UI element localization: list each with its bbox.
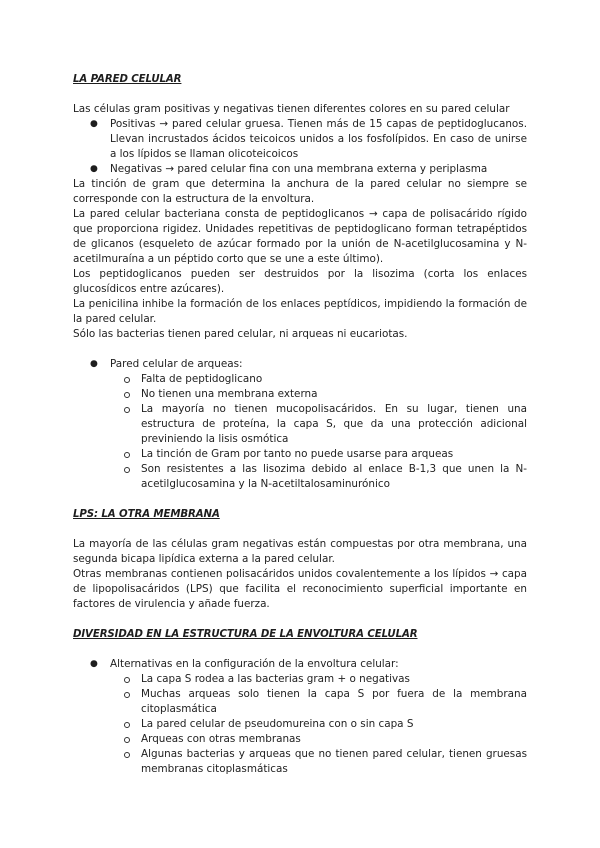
circle-bullet-icon xyxy=(124,737,130,743)
sub-list xyxy=(124,672,527,777)
circle-bullet-icon xyxy=(124,722,130,728)
paragraph: La mayoría de las células gram negativas están compuestas por otra membrana, una segunda bicapa lipídica externa a la pared celular. xyxy=(73,538,527,565)
circle-bullet-icon xyxy=(124,467,130,473)
sub-list-item: Son resistentes a las lisozima debido al enlace B-1,3 que unen la N-acetilglucosamina y la N-acetiltalosaminurónico xyxy=(124,462,527,492)
bullet-icon: ● xyxy=(90,164,98,174)
bullet-icon: ● xyxy=(90,659,98,669)
paragraph: La tinción de gram que determina la anchura de la pared celular no siempre se corresponde con la estructura de la envoltura. xyxy=(73,178,527,205)
circle-bullet-icon xyxy=(124,452,130,458)
paragraph: Las células gram positivas y negativas tienen diferentes colores en su pared celular xyxy=(73,103,510,115)
sub-list-item: La mayoría no tienen mucopolisacáridos. En su lugar, tienen una estructura de proteína, la capa S, que da una protección adicional previniendo la lisis osmótica xyxy=(124,402,527,447)
paragraph: Otras membranas contienen polisacáridos unidos covalentemente a los lípidos → capa de lipopolisacáridos (LPS) que facilita el reconocimiento superficial importante en factores de virulencia y añade fuerza. xyxy=(73,568,527,610)
circle-bullet-icon xyxy=(124,752,130,758)
circle-bullet-icon xyxy=(124,377,130,383)
bullet-icon: ● xyxy=(90,119,98,129)
sub-list-item: No tienen una membrana externa xyxy=(124,387,527,402)
list-item: ● Negativas → pared celular fina con una membrana externa y periplasma xyxy=(90,163,488,175)
bullet-list xyxy=(90,357,527,492)
list-item: ● Positivas → pared celular gruesa. Tienen más de 15 capas de peptidoglucanos. Llevan incrustados ácidos teicoicos unidos a los fosfolípidos. En caso de unirse a los lípidos se llaman olicoteicoicos xyxy=(90,118,527,160)
bullet-icon: ● xyxy=(90,359,98,369)
sub-list-item: Muchas arqueas solo tienen la capa S por fuera de la membrana citoplasmática xyxy=(124,687,527,717)
bullet-list xyxy=(90,117,527,177)
circle-bullet-icon xyxy=(124,677,130,683)
paragraph: La penicilina inhibe la formación de los enlaces peptídicos, impidiendo la formación de la pared celular. xyxy=(73,298,527,325)
sub-list-item: La pared celular de pseudomureina con o sin capa S xyxy=(124,717,527,732)
section-heading-diversidad: DIVERSIDAD EN LA ESTRUCTURA DE LA ENVOLTURA CELULAR xyxy=(73,629,418,640)
bullet-list xyxy=(90,657,527,777)
list-item: ● Alternativas en la configuración de la envoltura celular: La capa S rodea a las bacterias gram + o negativas Muchas arqueas solo tienen la capa S por fuera de la membrana citoplasmática La pared celular de pseudomureina con o sin capa S Arqueas con otras membranas Algunas bacterias y arqueas que no tienen pared celular, tienen gruesas membranas citoplasmáticas xyxy=(90,658,527,775)
sub-list-item: La capa S rodea a las bacterias gram + o negativas xyxy=(124,672,527,687)
paragraph: Sólo las bacterias tienen pared celular, ni arqueas ni eucariotas. xyxy=(73,328,408,340)
circle-bullet-icon xyxy=(124,692,130,698)
section-heading-pared-celular: LA PARED CELULAR xyxy=(73,74,182,85)
section-heading-lps: LPS: LA OTRA MEMBRANA xyxy=(73,509,220,520)
sub-list-item: Falta de peptidoglicano xyxy=(124,372,527,387)
paragraph: Los peptidoglicanos pueden ser destruidos por la lisozima (corta los enlaces glucosídicos entre azúcares). xyxy=(73,268,527,295)
list-item: ● Pared celular de arqueas: Falta de peptidoglicano No tienen una membrana externa La mayoría no tienen mucopolisacáridos. En su lugar, tienen una estructura de proteína, la capa S, que da una protección adicional previniendo la lisis osmótica La tinción de Gram por tanto no puede usarse para arqueas Son resistentes a las lisozima debido al enlace B-1,3 que unen la N-acetilglucosamina y la N-acetiltalosaminurónico xyxy=(90,358,527,490)
sub-list-item: La tinción de Gram por tanto no puede usarse para arqueas xyxy=(124,447,527,462)
sub-list-item: Algunas bacterias y arqueas que no tienen pared celular, tienen gruesas membranas citoplasmáticas xyxy=(124,747,527,777)
paragraph: La pared celular bacteriana consta de peptidoglicanos → capa de polisacárido rígido que proporciona rigidez. Unidades repetitivas de peptidoglicano forman tetrapéptidos de glicanos (esqueleto de azúcar formado por la unión de N-acetilglucosamina y N-acetilmuraína a un péptido corto que se une a este último). xyxy=(73,208,527,265)
sub-list xyxy=(124,372,527,492)
circle-bullet-icon xyxy=(124,392,130,398)
document-body xyxy=(73,72,527,777)
sub-list-item: Arqueas con otras membranas xyxy=(124,732,527,747)
circle-bullet-icon xyxy=(124,407,130,413)
